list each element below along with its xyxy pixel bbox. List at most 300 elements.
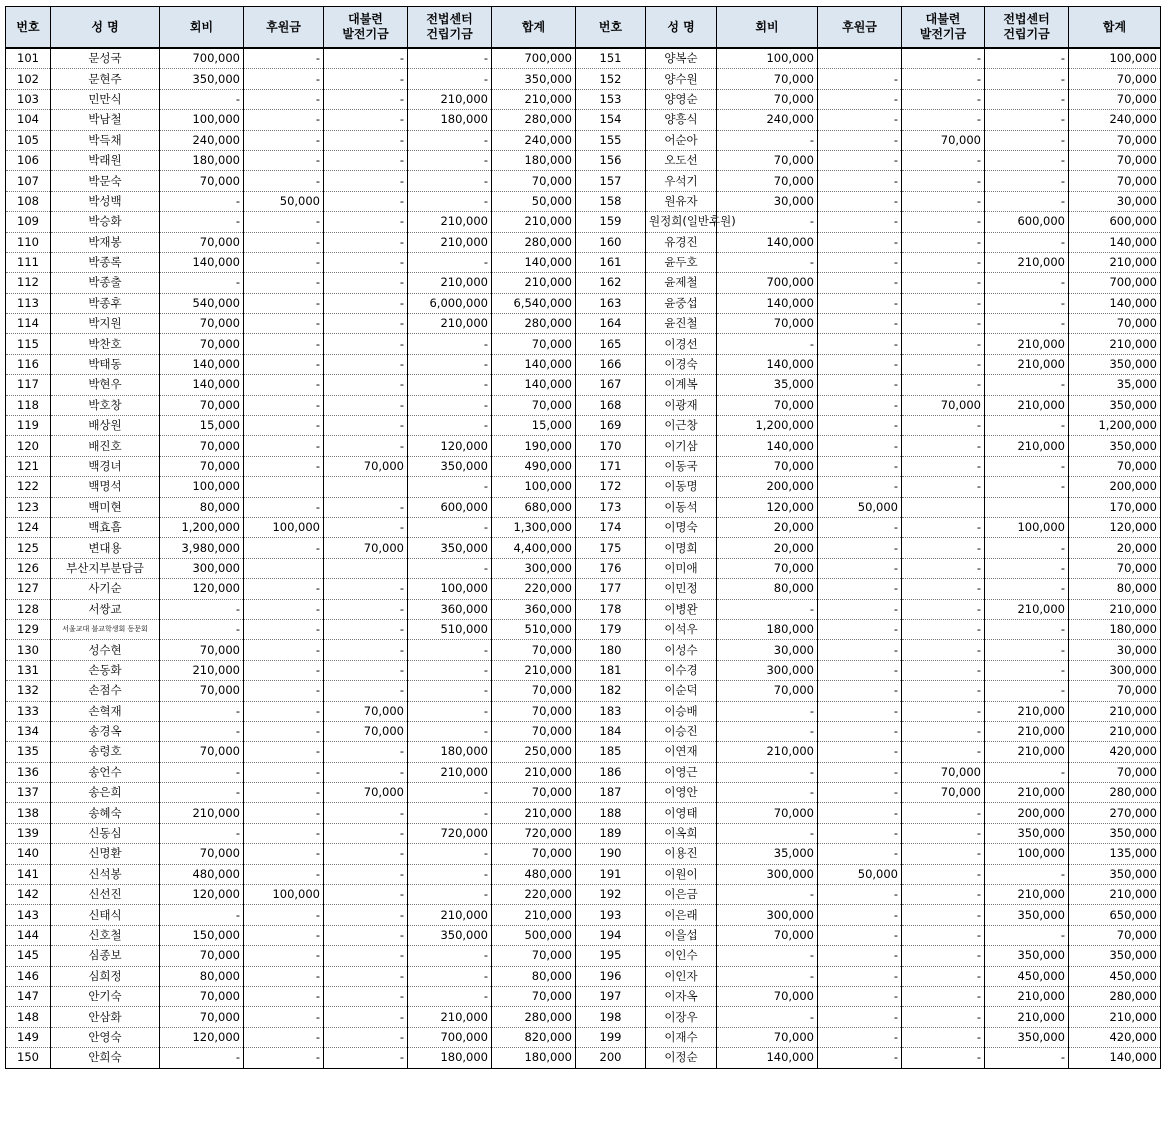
left-donation-cell: -: [244, 89, 324, 109]
right-fee-cell: 70,000: [717, 395, 818, 415]
right-fee-cell: 240,000: [717, 110, 818, 130]
left-total-cell: 210,000: [492, 89, 576, 109]
right-donation-cell: -: [818, 1007, 902, 1027]
left-donation-cell: -: [244, 110, 324, 130]
left-donation-cell: -: [244, 660, 324, 680]
right-donation-cell: -: [818, 599, 902, 619]
right-no-cell: 200: [576, 1048, 646, 1068]
left-fee-cell: 70,000: [160, 844, 244, 864]
right-center-fund-cell: 600,000: [985, 212, 1069, 232]
left-total-cell: 100,000: [492, 477, 576, 497]
left-donation-cell: -: [244, 742, 324, 762]
left-dev-fund-cell: -: [324, 110, 408, 130]
table-body: [6, 48, 1161, 1068]
left-donation-cell: 100,000: [244, 885, 324, 905]
left-no-cell: 108: [6, 191, 51, 211]
left-total-cell: 300,000: [492, 558, 576, 578]
left-name-cell: 배진호: [51, 436, 160, 456]
left-total-cell: 280,000: [492, 110, 576, 130]
right-dev-fund-cell: -: [902, 823, 985, 843]
right-name-cell: 이동명: [646, 477, 717, 497]
right-name-cell: 윤중섭: [646, 293, 717, 313]
left-fee-cell: 70,000: [160, 640, 244, 660]
right-no-cell: 154: [576, 110, 646, 130]
left-center-fund-cell: 350,000: [408, 925, 492, 945]
left-total-cell: 350,000: [492, 69, 576, 89]
left-name-cell: 문성국: [51, 48, 160, 69]
right-dev-fund-cell: -: [902, 191, 985, 211]
left-total-cell: 4,400,000: [492, 538, 576, 558]
left-dev-fund-cell: -: [324, 517, 408, 537]
right-dev-fund-cell: -: [902, 273, 985, 293]
right-fee-cell: 700,000: [717, 273, 818, 293]
right-no-cell: 195: [576, 946, 646, 966]
right-total-cell: 270,000: [1069, 803, 1161, 823]
left-name-cell: 백명석: [51, 477, 160, 497]
left-center-fund-cell: 210,000: [408, 212, 492, 232]
right-total-cell: 300,000: [1069, 660, 1161, 680]
left-fee-cell: 3,980,000: [160, 538, 244, 558]
left-center-fund-cell: 510,000: [408, 619, 492, 639]
left-total-cell: 280,000: [492, 314, 576, 334]
left-no-cell: 104: [6, 110, 51, 130]
left-fee-cell: 70,000: [160, 314, 244, 334]
left-dev-fund-cell: -: [324, 69, 408, 89]
right-total-cell: 170,000: [1069, 497, 1161, 517]
right-no-cell: 169: [576, 416, 646, 436]
right-name-cell: 양영순: [646, 89, 717, 109]
left-total-cell: 180,000: [492, 1048, 576, 1068]
left-total-cell: 70,000: [492, 721, 576, 741]
right-fee-cell: 70,000: [717, 558, 818, 578]
left-donation-cell: -: [244, 579, 324, 599]
right-donation-cell: -: [818, 69, 902, 89]
left-total-cell: 15,000: [492, 416, 576, 436]
left-name-cell: 송혜숙: [51, 803, 160, 823]
right-total-cell: 240,000: [1069, 110, 1161, 130]
left-donation-cell: -: [244, 416, 324, 436]
right-dev-fund-cell: -: [902, 375, 985, 395]
table-row: [6, 1027, 1161, 1047]
table-row: [6, 191, 1161, 211]
right-name-cell: 이인수: [646, 946, 717, 966]
left-fee-cell: 70,000: [160, 946, 244, 966]
left-center-fund-cell: 210,000: [408, 89, 492, 109]
left-dev-fund-cell: -: [324, 885, 408, 905]
right-name-cell: 이명희: [646, 538, 717, 558]
header-dev-fund-2-line1: 대불련: [925, 12, 961, 26]
right-donation-cell: -: [818, 334, 902, 354]
left-fee-cell: 100,000: [160, 477, 244, 497]
left-center-fund-cell: -: [408, 191, 492, 211]
header-dev-fund-2-line2: 발전기금: [919, 27, 967, 41]
right-donation-cell: -: [818, 212, 902, 232]
left-total-cell: 180,000: [492, 150, 576, 170]
left-total-cell: 240,000: [492, 130, 576, 150]
right-no-cell: 171: [576, 456, 646, 476]
right-total-cell: 135,000: [1069, 844, 1161, 864]
left-dev-fund-cell: -: [324, 150, 408, 170]
right-name-cell: 이기삼: [646, 436, 717, 456]
left-fee-cell: 120,000: [160, 579, 244, 599]
right-no-cell: 155: [576, 130, 646, 150]
right-donation-cell: -: [818, 375, 902, 395]
right-donation-cell: -: [818, 110, 902, 130]
right-dev-fund-cell: -: [902, 232, 985, 252]
left-donation-cell: -: [244, 232, 324, 252]
right-no-cell: 159: [576, 212, 646, 232]
left-fee-cell: -: [160, 273, 244, 293]
right-donation-cell: -: [818, 232, 902, 252]
table-row: [6, 171, 1161, 191]
left-fee-cell: 150,000: [160, 925, 244, 945]
right-donation-cell: -: [818, 517, 902, 537]
header-donation: 후원금: [244, 7, 324, 49]
left-total-cell: 220,000: [492, 579, 576, 599]
left-center-fund-cell: -: [408, 803, 492, 823]
right-dev-fund-cell: -: [902, 477, 985, 497]
left-name-cell: 심희정: [51, 966, 160, 986]
table-row: [6, 619, 1161, 639]
left-name-cell: 백경녀: [51, 456, 160, 476]
left-center-fund-cell: -: [408, 844, 492, 864]
right-no-cell: 197: [576, 986, 646, 1006]
right-fee-cell: -: [717, 599, 818, 619]
left-no-cell: 142: [6, 885, 51, 905]
right-name-cell: 이민정: [646, 579, 717, 599]
right-name-cell: 오도선: [646, 150, 717, 170]
right-fee-cell: 120,000: [717, 497, 818, 517]
right-donation-cell: -: [818, 1048, 902, 1068]
left-total-cell: 250,000: [492, 742, 576, 762]
right-center-fund-cell: 210,000: [985, 334, 1069, 354]
right-dev-fund-cell: -: [902, 110, 985, 130]
left-no-cell: 126: [6, 558, 51, 578]
left-name-cell: 박남철: [51, 110, 160, 130]
left-dev-fund-cell: -: [324, 48, 408, 69]
right-total-cell: 35,000: [1069, 375, 1161, 395]
left-no-cell: 141: [6, 864, 51, 884]
left-dev-fund-cell: 70,000: [324, 721, 408, 741]
left-dev-fund-cell: -: [324, 293, 408, 313]
left-donation-cell: -: [244, 925, 324, 945]
right-total-cell: 420,000: [1069, 742, 1161, 762]
left-center-fund-cell: -: [408, 395, 492, 415]
left-dev-fund-cell: -: [324, 1027, 408, 1047]
right-center-fund-cell: 200,000: [985, 803, 1069, 823]
right-center-fund-cell: 210,000: [985, 354, 1069, 374]
left-fee-cell: 300,000: [160, 558, 244, 578]
right-center-fund-cell: -: [985, 416, 1069, 436]
left-donation-cell: -: [244, 966, 324, 986]
left-donation-cell: -: [244, 599, 324, 619]
left-name-cell: 송경옥: [51, 721, 160, 741]
right-total-cell: 70,000: [1069, 314, 1161, 334]
right-dev-fund-cell: -: [902, 1027, 985, 1047]
left-dev-fund-cell: 70,000: [324, 783, 408, 803]
right-no-cell: 170: [576, 436, 646, 456]
left-dev-fund-cell: -: [324, 232, 408, 252]
left-fee-cell: 70,000: [160, 456, 244, 476]
left-total-cell: 70,000: [492, 681, 576, 701]
right-dev-fund-cell: -: [902, 803, 985, 823]
right-total-cell: 70,000: [1069, 762, 1161, 782]
right-total-cell: 280,000: [1069, 986, 1161, 1006]
right-no-cell: 194: [576, 925, 646, 945]
left-total-cell: 820,000: [492, 1027, 576, 1047]
right-total-cell: 70,000: [1069, 69, 1161, 89]
left-center-fund-cell: 350,000: [408, 456, 492, 476]
right-dev-fund-cell: -: [902, 48, 985, 69]
right-center-fund-cell: -: [985, 456, 1069, 476]
left-no-cell: 127: [6, 579, 51, 599]
right-dev-fund-cell: -: [902, 966, 985, 986]
left-center-fund-cell: 350,000: [408, 538, 492, 558]
right-name-cell: 이동국: [646, 456, 717, 476]
right-center-fund-cell: -: [985, 660, 1069, 680]
right-no-cell: 178: [576, 599, 646, 619]
right-no-cell: 189: [576, 823, 646, 843]
left-dev-fund-cell: -: [324, 823, 408, 843]
right-name-cell: 우석기: [646, 171, 717, 191]
left-center-fund-cell: -: [408, 334, 492, 354]
left-no-cell: 116: [6, 354, 51, 374]
left-name-cell: 신호철: [51, 925, 160, 945]
right-donation-cell: -: [818, 538, 902, 558]
right-no-cell: 167: [576, 375, 646, 395]
right-center-fund-cell: -: [985, 864, 1069, 884]
left-total-cell: 720,000: [492, 823, 576, 843]
left-no-cell: 123: [6, 497, 51, 517]
left-dev-fund-cell: -: [324, 986, 408, 1006]
left-dev-fund-cell: -: [324, 905, 408, 925]
left-no-cell: 115: [6, 334, 51, 354]
right-center-fund-cell: -: [985, 1048, 1069, 1068]
left-fee-cell: 210,000: [160, 660, 244, 680]
right-fee-cell: 70,000: [717, 150, 818, 170]
right-fee-cell: 300,000: [717, 660, 818, 680]
left-center-fund-cell: -: [408, 986, 492, 1006]
right-name-cell: 원유자: [646, 191, 717, 211]
left-dev-fund-cell: -: [324, 1048, 408, 1068]
left-dev-fund-cell: -: [324, 599, 408, 619]
left-donation-cell: -: [244, 150, 324, 170]
right-no-cell: 187: [576, 783, 646, 803]
right-fee-cell: -: [717, 1007, 818, 1027]
left-name-cell: 배상원: [51, 416, 160, 436]
left-dev-fund-cell: -: [324, 803, 408, 823]
right-name-cell: 이경숙: [646, 354, 717, 374]
right-center-fund-cell: -: [985, 762, 1069, 782]
left-fee-cell: 70,000: [160, 436, 244, 456]
right-name-cell: 이성수: [646, 640, 717, 660]
right-no-cell: 164: [576, 314, 646, 334]
right-no-cell: 174: [576, 517, 646, 537]
right-center-fund-cell: 210,000: [985, 783, 1069, 803]
right-total-cell: 70,000: [1069, 558, 1161, 578]
right-total-cell: 70,000: [1069, 925, 1161, 945]
right-no-cell: 192: [576, 885, 646, 905]
left-donation-cell: -: [244, 314, 324, 334]
left-donation-cell: [244, 477, 324, 497]
left-donation-cell: -: [244, 48, 324, 69]
left-dev-fund-cell: -: [324, 681, 408, 701]
right-total-cell: 70,000: [1069, 89, 1161, 109]
left-no-cell: 135: [6, 742, 51, 762]
left-name-cell: 변대용: [51, 538, 160, 558]
right-dev-fund-cell: [902, 497, 985, 517]
left-center-fund-cell: -: [408, 354, 492, 374]
left-total-cell: 680,000: [492, 497, 576, 517]
left-name-cell: 박찬호: [51, 334, 160, 354]
right-donation-cell: -: [818, 681, 902, 701]
left-fee-cell: 240,000: [160, 130, 244, 150]
right-donation-cell: -: [818, 762, 902, 782]
right-dev-fund-cell: -: [902, 456, 985, 476]
table-row: [6, 354, 1161, 374]
left-name-cell: 문현주: [51, 69, 160, 89]
left-no-cell: 106: [6, 150, 51, 170]
header-center-fund-2: [985, 7, 1069, 49]
right-total-cell: 350,000: [1069, 354, 1161, 374]
right-no-cell: 160: [576, 232, 646, 252]
right-dev-fund-cell: -: [902, 599, 985, 619]
right-dev-fund-cell: -: [902, 416, 985, 436]
right-total-cell: 350,000: [1069, 946, 1161, 966]
header-no-2: 번호: [576, 7, 646, 49]
table-row: [6, 395, 1161, 415]
left-donation-cell: -: [244, 762, 324, 782]
left-center-fund-cell: -: [408, 171, 492, 191]
right-name-cell: 이은래: [646, 905, 717, 925]
left-center-fund-cell: 210,000: [408, 273, 492, 293]
left-no-cell: 136: [6, 762, 51, 782]
right-fee-cell: -: [717, 762, 818, 782]
left-name-cell: 박득채: [51, 130, 160, 150]
right-total-cell: 450,000: [1069, 966, 1161, 986]
left-name-cell: 박현우: [51, 375, 160, 395]
left-fee-cell: 700,000: [160, 48, 244, 69]
right-center-fund-cell: 350,000: [985, 905, 1069, 925]
right-dev-fund-cell: -: [902, 314, 985, 334]
right-total-cell: 700,000: [1069, 273, 1161, 293]
left-center-fund-cell: 360,000: [408, 599, 492, 619]
left-no-cell: 125: [6, 538, 51, 558]
left-dev-fund-cell: 70,000: [324, 456, 408, 476]
right-center-fund-cell: 100,000: [985, 517, 1069, 537]
right-fee-cell: -: [717, 823, 818, 843]
left-center-fund-cell: 600,000: [408, 497, 492, 517]
right-center-fund-cell: -: [985, 558, 1069, 578]
right-no-cell: 181: [576, 660, 646, 680]
left-donation-cell: -: [244, 436, 324, 456]
table-row: [6, 681, 1161, 701]
right-no-cell: 152: [576, 69, 646, 89]
header-name-2: 성 명: [646, 7, 717, 49]
left-center-fund-cell: -: [408, 517, 492, 537]
header-center-fund-2-line1: 전법센터: [1003, 12, 1050, 26]
left-dev-fund-cell: -: [324, 966, 408, 986]
header-center-fund-line1: 전법센터: [426, 12, 473, 26]
right-name-cell: 이재수: [646, 1027, 717, 1047]
right-donation-cell: -: [818, 395, 902, 415]
right-total-cell: 1,200,000: [1069, 416, 1161, 436]
left-center-fund-cell: -: [408, 558, 492, 578]
right-fee-cell: -: [717, 783, 818, 803]
right-dev-fund-cell: 70,000: [902, 395, 985, 415]
right-donation-cell: -: [818, 273, 902, 293]
table-row: [6, 1007, 1161, 1027]
left-dev-fund-cell: -: [324, 946, 408, 966]
right-total-cell: 70,000: [1069, 150, 1161, 170]
right-name-cell: 이을섭: [646, 925, 717, 945]
left-name-cell: 박종출: [51, 273, 160, 293]
right-donation-cell: -: [818, 619, 902, 639]
right-donation-cell: -: [818, 986, 902, 1006]
left-name-cell: 부산지부분담금: [51, 558, 160, 578]
left-dev-fund-cell: -: [324, 314, 408, 334]
right-no-cell: 157: [576, 171, 646, 191]
right-center-fund-cell: 350,000: [985, 946, 1069, 966]
right-donation-cell: -: [818, 701, 902, 721]
right-total-cell: 350,000: [1069, 436, 1161, 456]
left-no-cell: 138: [6, 803, 51, 823]
right-dev-fund-cell: -: [902, 946, 985, 966]
right-total-cell: 210,000: [1069, 721, 1161, 741]
right-name-cell: 이석우: [646, 619, 717, 639]
right-center-fund-cell: -: [985, 150, 1069, 170]
right-donation-cell: -: [818, 477, 902, 497]
table-row: [6, 640, 1161, 660]
left-fee-cell: 15,000: [160, 416, 244, 436]
right-no-cell: 173: [576, 497, 646, 517]
left-dev-fund-cell: 70,000: [324, 701, 408, 721]
left-center-fund-cell: -: [408, 721, 492, 741]
left-total-cell: 70,000: [492, 334, 576, 354]
left-no-cell: 145: [6, 946, 51, 966]
right-no-cell: 162: [576, 273, 646, 293]
header-dev-fund-line2: 발전기금: [342, 27, 389, 41]
left-donation-cell: -: [244, 456, 324, 476]
right-fee-cell: 300,000: [717, 905, 818, 925]
right-center-fund-cell: 100,000: [985, 844, 1069, 864]
right-total-cell: 30,000: [1069, 191, 1161, 211]
right-fee-cell: 70,000: [717, 925, 818, 945]
left-name-cell: 안희숙: [51, 1048, 160, 1068]
left-total-cell: 80,000: [492, 966, 576, 986]
right-center-fund-cell: 210,000: [985, 885, 1069, 905]
right-fee-cell: -: [717, 212, 818, 232]
right-name-cell: 이장우: [646, 1007, 717, 1027]
left-fee-cell: 140,000: [160, 375, 244, 395]
left-dev-fund-cell: -: [324, 416, 408, 436]
header-dev-fund-2: [902, 7, 985, 49]
right-center-fund-cell: -: [985, 925, 1069, 945]
right-dev-fund-cell: -: [902, 1048, 985, 1068]
table-row: [6, 212, 1161, 232]
right-fee-cell: 30,000: [717, 640, 818, 660]
right-dev-fund-cell: -: [902, 721, 985, 741]
left-no-cell: 112: [6, 273, 51, 293]
left-fee-cell: -: [160, 721, 244, 741]
right-no-cell: 179: [576, 619, 646, 639]
left-center-fund-cell: 180,000: [408, 742, 492, 762]
left-dev-fund-cell: -: [324, 171, 408, 191]
left-donation-cell: -: [244, 1048, 324, 1068]
right-dev-fund-cell: -: [902, 1007, 985, 1027]
left-no-cell: 144: [6, 925, 51, 945]
left-total-cell: 70,000: [492, 783, 576, 803]
